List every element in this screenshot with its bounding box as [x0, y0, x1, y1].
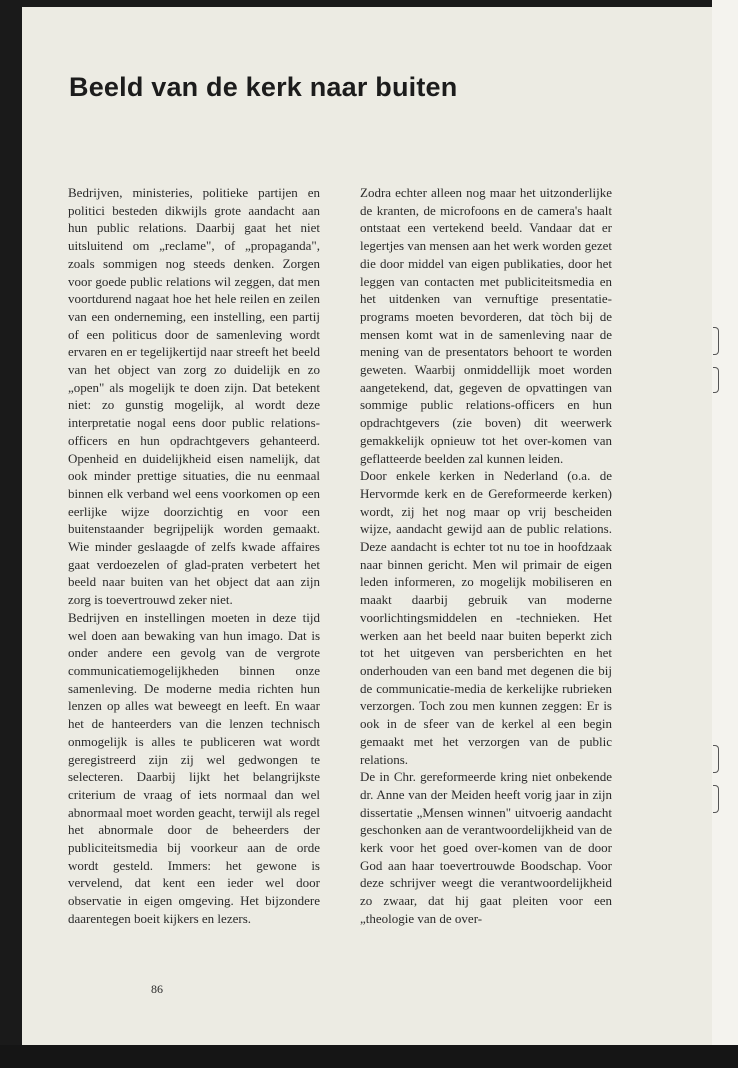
scan-border	[0, 1045, 738, 1068]
paragraph: Zodra echter alleen nog maar het uitzonderlijke de kranten, de microfoons en de camera's haalt ontstaat een vertekend beeld. Vandaar dat er legertjes van mensen aan het werk worden gezet die door middel van eigen publikaties, door het leggen van contacten met publiciteitsmedia en het uitdenken van vernuftige presentatie-programs moeten bevorderen, dat tòch bij de mensen komt wat in de samenleving naar de mening van de presentators behoort te worden geweten. Waarbij onmiddellijk moet worden aangetekend, dat, gegeven de opvattingen van sommige public relations-officers en hun opdrachtgevers (zie boven) dit weerwerk gemakkelijk opnieuw tot het over-komen van geflatteerde beelden zal kunnen leiden.	[360, 185, 612, 466]
paragraph: Bedrijven en instellingen moeten in deze tijd wel doen aan bewaking van hun imago. Dat is onder andere een gevolg van de vergrote communicatiemogelijkheden binnen onze samenleving. De moderne media richten hun lenzen op alles wat beweegt en leeft. En waar het de hanteerders van die lenzen technisch onmogelijk is alles te publiceren wat wordt geregistreerd zijn zij wel gedwongen te selecteren. Daarbij lijkt het belangrijkste criterium de vraag of iets normaal dan wel abnormaal moet worden geacht, terwijl als regel het abnormale door de beheerders der publiciteitsmedia bij voorkeur aan de orde wordt gesteld. Immers: het gewone is vervelend, dat kent een ieder wel door observatie in eigen omgeving. Het bijzondere daarentegen boeit kijkers en lezers.	[68, 609, 320, 926]
binding-clip-mark	[713, 327, 719, 355]
article-title: Beeld van de kerk naar buiten	[69, 72, 458, 102]
right-column	[360, 184, 612, 928]
binding-clip-mark	[713, 785, 719, 813]
paragraph: Door enkele kerken in Nederland (o.a. de Hervormde kerk en de Gereformeerde kerken) wordt, zij het nog maar op vrij bescheiden wijze, aandacht gewijd aan de public relations. Deze aandacht is echter tot nu toe in hoofdzaak naar binnen gericht. Men wil primair de eigen leden informeren, zo mogelijk mobiliseren en maakt daarbij gebruik van moderne voorlichtingsmiddelen en -technieken. Het werken aan het beeld naar buiten beperkt zich tot het uitgeven van persberichten en het onderhouden van een band met degenen die bij de communicatie-media de kerkelijke rubrieken verzorgen. Toch zou men kunnen zeggen: Er is ook in de sfeer van de kerkel al een begin gemaakt met het verzorgen van de public relations.	[360, 468, 612, 767]
paragraph: Bedrijven, ministeries, politieke partijen en politici besteden dikwijls grote aandacht aan hun public relations. Daarbij gaat het niet uitsluitend om „reclame", of „propaganda", zoals sommigen nog steeds denken. Zorgen voor goede public relations wil zeggen, dat men voortdurend nagaat hoe het hele reilen en zeilen van een onderneming, een instelling, een partij of een politicus door de samenleving wordt ervaren en er tegelijkertijd naar streeft het beeld van het object van zorg zo duidelijk en zo „open" als mogelijk te doen zijn. Dat betekent niet: zo gunstig mogelijk, al wordt deze interpretatie nogal eens door public relations-officers en hun opdrachtgevers gehanteerd. Openheid en duidelijkheid eisen namelijk, dat ook minder prettige situaties, die nu eenmaal binnen elk verband wel eens voorkomen op een eerlijke wijze doorzichtig en voor een buitenstaander begrijpelijk worden gemaakt. Wie minder geslaagde of zelfs kwade affaires gaat verdoezelen of glad-praten verbetert het beeld naar buiten van het object dat aan zijn zorg is toevertrouwd zeker niet.	[68, 185, 320, 608]
paragraph: De in Chr. gereformeerde kring niet onbekende dr. Anne van der Meiden heeft vorig jaar in zijn dissertatie „Mensen winnen" uitvoerig aandacht geschonken aan de verantwoordelijkheid van de kerk voor het goed over-komen van de door God aan haar toevertrouwde Boodschap. Voor deze schrijver weegt die verantwoordelijkheid zo zwaar, dat hij gaat pleiten voor een „theologie van de over-	[360, 769, 612, 926]
binding-clip-mark	[713, 745, 719, 773]
page-number: 86	[151, 982, 163, 996]
binding-strip	[712, 0, 738, 1068]
binding-clip-mark	[713, 367, 719, 393]
left-column	[68, 184, 320, 928]
